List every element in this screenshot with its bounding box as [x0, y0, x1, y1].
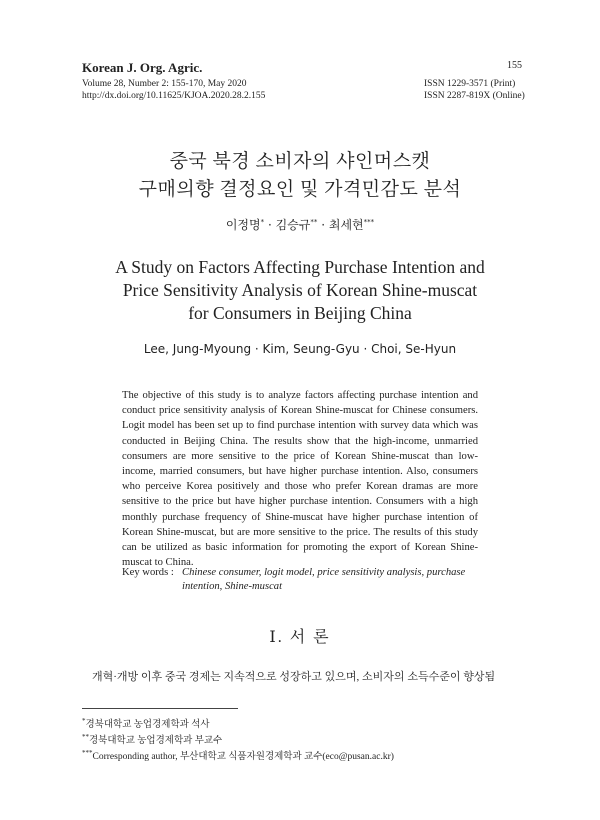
korean-title-line-2: 구매의향 결정요인 및 가격민감도 분석: [138, 179, 462, 200]
author-name: 최세현: [328, 218, 364, 232]
footnote-1: [82, 716, 210, 730]
english-title-line-3: for Consumers in Beijing China: [188, 303, 412, 323]
issn-print: ISSN 1229-3571 (Print): [424, 79, 516, 89]
journal-name: Korean J. Org. Agric.: [82, 60, 203, 75]
journal-citation: [82, 78, 265, 102]
author-separator: ·: [267, 218, 272, 232]
issn-online: ISSN 2287-819X (Online): [424, 91, 525, 101]
footnote-divider: [82, 708, 238, 709]
footnote-text: 경북대학교 농업경제학과 석사: [85, 720, 210, 730]
section-heading: Ⅰ. 서 론: [269, 629, 331, 646]
footnote-2: [82, 732, 222, 746]
korean-title-line-1: 중국 북경 소비자의 샤인머스캣: [169, 151, 431, 172]
author-mark: ***: [363, 218, 375, 226]
footnote-mark: *: [82, 716, 86, 725]
abstract: The objective of this study is to analyze factors affecting purchase intention and conduct price sensitivity analysis of Korean Shine-muscat for Chinese consumers. Logit model has been set up to find purchase intention with survey data which was conducted in Beijing China. The results show that the high-income, unmarried consumers are more sensitive to the price of Korean Shine-muscat than low-income, married consumers, but have higher purchase intention. Also, consumers who perceive Korea positively and those who prefer Korean dramas are more sensitive to the price but have higher purchase intention. Consumers with a high monthly purchase frequency of Shine-muscat have higher purchase intention of Korean Shine-muscat, but are more sensitive to the price. The results of this study can be utilized as basic information for promoting the export of Korean Shine- muscat to China.: [122, 390, 478, 569]
english-title-line-2: Price Sensitivity Analysis of Korean Shine-muscat: [122, 280, 478, 300]
footnote-mark: **: [82, 732, 89, 741]
page-number: 155: [507, 60, 522, 71]
body-paragraph: 개혁·개방 이후 중국 경제는 지속적으로 성장하고 있으며, 소비자의 소득수준이 향상됨: [92, 671, 496, 683]
footnote-mark: ***: [82, 748, 93, 757]
keywords: [122, 566, 482, 594]
korean-title: [0, 148, 600, 204]
issn-block: [424, 78, 525, 102]
author-mark: *: [260, 218, 265, 226]
korean-authors: [0, 216, 600, 233]
doi-link[interactable]: http://dx.doi.org/10.11625/KJOA.2020.28.2.155: [82, 91, 266, 101]
author-name: 이정명: [225, 218, 261, 232]
keywords-label: Key words :: [122, 567, 174, 578]
english-authors: Lee, Jung-Myoung · Kim, Seung-Gyu · Choi, Se-Hyun: [143, 342, 457, 356]
author-mark: **: [310, 218, 318, 226]
volume-line: Volume 28, Number 2: 155-170, May 2020: [82, 79, 247, 89]
english-title-line-1: A Study on Factors Affecting Purchase Intention and: [115, 257, 485, 277]
footnote-text: Corresponding author, 부산대학교 식품자원경제학과 교수(eco@pusan.ac.kr): [92, 752, 394, 762]
english-title: [0, 256, 600, 325]
footnote-text: 경북대학교 농업경제학과 부교수: [89, 736, 223, 746]
author-name: 김승규: [275, 218, 311, 232]
footnote-3: [82, 748, 394, 762]
author-separator: ·: [321, 218, 326, 232]
keywords-values: Chinese consumer, logit model, price sensitivity analysis, purchase intention, Shine-muscat: [182, 567, 466, 592]
